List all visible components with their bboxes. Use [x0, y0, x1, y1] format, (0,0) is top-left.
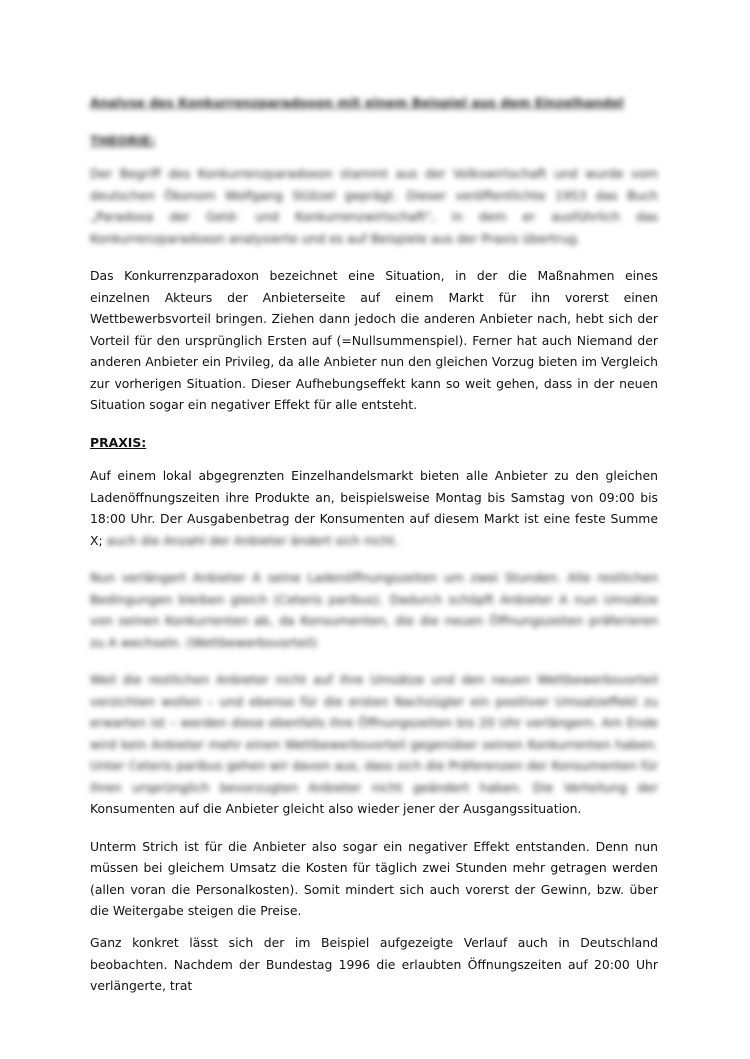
- practice-paragraph-5: [90, 932, 658, 993]
- practice-paragraph-1: [90, 465, 658, 551]
- document-body: [90, 92, 658, 938]
- practice-paragraph-1-blurred: auch die Anzahl der Anbieter ändert sich nicht.: [106, 532, 399, 548]
- practice-paragraph-3-visible: Konsumenten auf die Anbieter gleicht also wieder jener der Ausgangssituation.: [90, 801, 582, 816]
- theory-paragraph-2: Das Konkurrenzparadoxon bezeichnet eine Situation, in der die Maßnahmen eines einzelnen Akteurs der Anbieterseite auf einem Markt für ihn vorerst einen Wettbewerbsvorteil bringen. Ziehen dann jedoch die anderen Anbieter nach, hebt sich der Vorteil für den ursprünglich Ersten auf (=Nullsummenspiel). Ferner hat auch Niemand der anderen Anbieter ein Privileg, da alle Anbieter nun den gleichen Vorzug bieten im Vergleich zur vorherigen Situation. Dieser Aufhebungseffekt kann so weit gehen, dass in der neuen Situation sogar ein negativer Effekt für alle entsteht.: [90, 268, 658, 412]
- practice-paragraph-3: [90, 669, 658, 820]
- theory-heading: THEORIE:: [90, 132, 156, 148]
- practice-paragraph-1-visible: Auf einem lokal abgegrenzten Einzelhandelsmarkt bieten alle Anbieter zu den gleichen Ladenöffnungszeiten ihre Produkte an, beispielsweise Montag bis Samstag von 09:00 bis 18:00 Uhr. Der Ausgabenbetrag der Konsumenten auf diesem Markt ist eine feste Summe X;: [90, 468, 658, 548]
- practice-paragraph-4: Unterm Strich ist für die Anbieter also sogar ein negativer Effekt entstanden. Denn nun müssen bei gleichem Umsatz die Kosten für täglich zwei Stunden mehr getragen werden (allen voran die Personalkosten). Somit mindert sich auch vorerst der Gewinn, bzw. über die Weitergabe steigen die Preise.: [90, 838, 658, 918]
- practice-paragraph-3-blurred: Weil die restlichen Anbieter nicht auf ihre Umsätze und den neuen Wettbewerbsvorteil verzichten wollen – und ebenso für die ersten Nachzügler ein positiver Umsatzeffekt zu erwarten ist – werden diese ebenfalls ihre Öffnungszeiten bis 20 Uhr verlängern. Am Ende wird kein Anbieter mehr einen Wettbewerbsvorteil gegenüber seinen Konkurrenten haben. Unter Ceteris paribus gehen wir davon aus, dass sich die Präferenzen der Konsumenten für ihren ursprünglich bevorzugten Anbieter nicht geändert haben. Die Verteilung der: [90, 672, 658, 795]
- theory-paragraph-1: Der Begriff des Konkurrenzparadoxon stammt aus der Volkswirtschaft und wurde vom deutschen Ökonom Wolfgang Stützel geprägt. Dieser veröffentlichte 1953 das Buch „Paradoxa der Geld- und Konkurrenzwirtschaft", in dem er ausführlich das Konkurrenzparadoxon analysierte und es auf Beispiele aus der Praxis übertrug.: [90, 166, 658, 246]
- document-title: Analyse des Konkurrenzparadoxon mit einem Beispiel aus dem Einzelhandel: [90, 95, 624, 110]
- practice-paragraph-5-text: Ganz konkret lässt sich der im Beispiel aufgezeigte Verlauf auch in Deutschland beobachten. Nachdem der Bundestag 1996 die erlaubten Öffnungszeiten auf 20:00 Uhr verlängerte, trat: [90, 935, 658, 993]
- practice-heading: PRAXIS:: [90, 434, 147, 450]
- practice-paragraph-2: Nun verlängert Anbieter A seine Ladenöffnungszeiten um zwei Stunden. Alle restlichen Bedingungen bleiben gleich (Ceteris paribus). Dadurch schöpft Anbieter A nun Umsätze von seinen Konkurrenten ab, da Konsumenten, die die neuen Öffnungszeiten präferieren zu A wechseln. (Wettbewerbsvorteil): [90, 570, 658, 650]
